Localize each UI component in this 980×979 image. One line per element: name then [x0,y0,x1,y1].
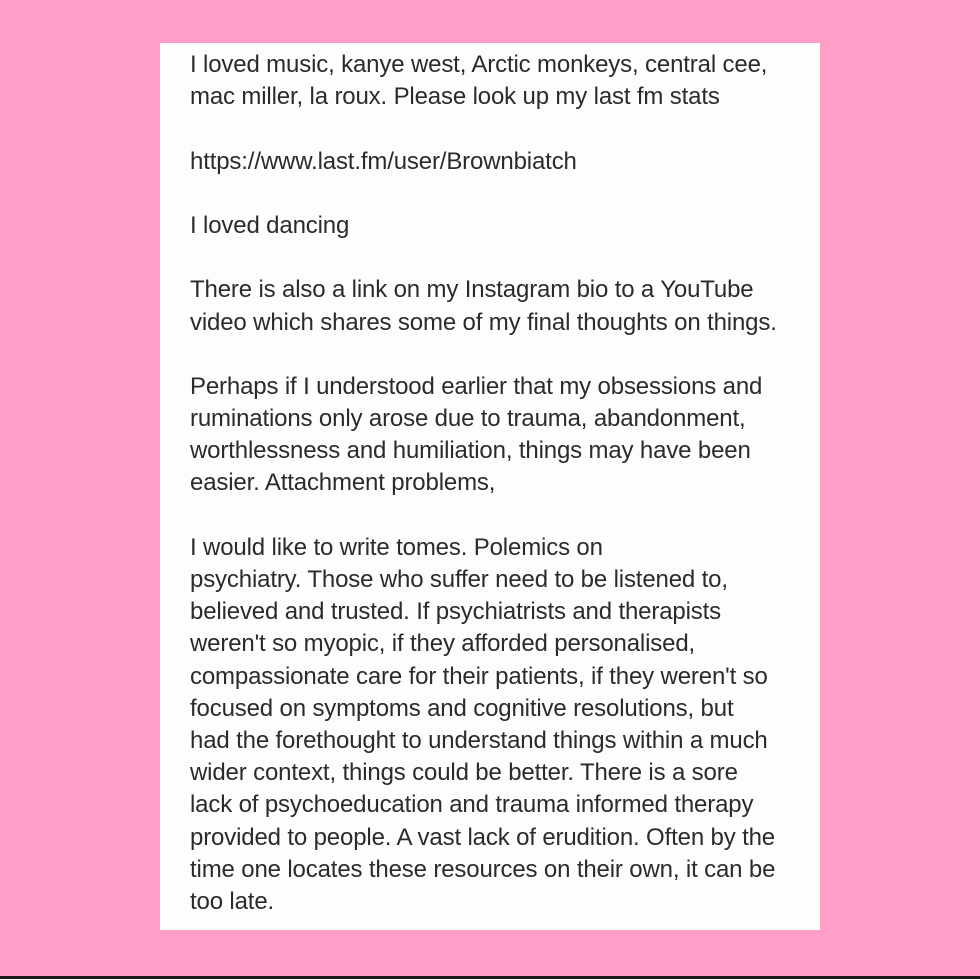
note-card [160,43,820,930]
paragraph-gap [190,242,800,274]
paragraph-gap [190,339,800,371]
text-line: video which shares some of my final thoughts on things. [190,308,777,336]
paragraph-psychiatry [190,532,800,918]
text-line: time one locates these resources on their own, it can be [190,855,776,883]
text-line: mac miller, la roux. Please look up my last fm stats [190,83,720,111]
text-line: I would like to write tomes. Polemics on [190,533,603,561]
text-line: weren't so myopic, if they afforded personalised, [190,630,696,658]
text-line: psychiatry. Those who suffer need to be listened to, [190,566,728,593]
text-line: believed and trusted. If psychiatrists and therapists [190,598,722,626]
text-line: too late. [190,887,275,915]
text-line: wider context, things could be better. There is a sore [190,759,738,787]
text-line: I loved dancing [190,211,350,239]
text-line: compassionate care for their patients, if they weren't so [190,662,768,690]
text-line: easier. Attachment problems, [190,469,496,497]
lastfm-link-text: https://www.last.fm/user/Brownbiatch [190,147,577,175]
paragraph-understanding [190,371,800,500]
text-line: had the forethought to understand things within a much [190,726,768,754]
paragraph-gap [190,113,800,145]
paragraph-link [190,146,800,178]
text-line: I loved music, kanye west, Arctic monkeys, central cee, [190,51,768,78]
paragraph-instagram [190,274,800,338]
paragraph-dancing [190,210,800,242]
text-line: lack of psychoeducation and trauma informed therapy [190,791,754,819]
paragraph-gap [190,178,800,210]
text-line: focused on symptoms and cognitive resolutions, but [190,694,734,722]
text-line: provided to people. A vast lack of erudition. Often by the [190,823,776,851]
paragraph-gap [190,500,800,532]
text-line: Perhaps if I understood earlier that my obsessions and [190,372,763,400]
text-line: worthlessness and humiliation, things may have been [190,437,751,465]
text-line: ruminations only arose due to trauma, abandonment, [190,405,746,433]
text-line: There is also a link on my Instagram bio to a YouTube [190,276,754,304]
paragraph-music [190,49,800,113]
